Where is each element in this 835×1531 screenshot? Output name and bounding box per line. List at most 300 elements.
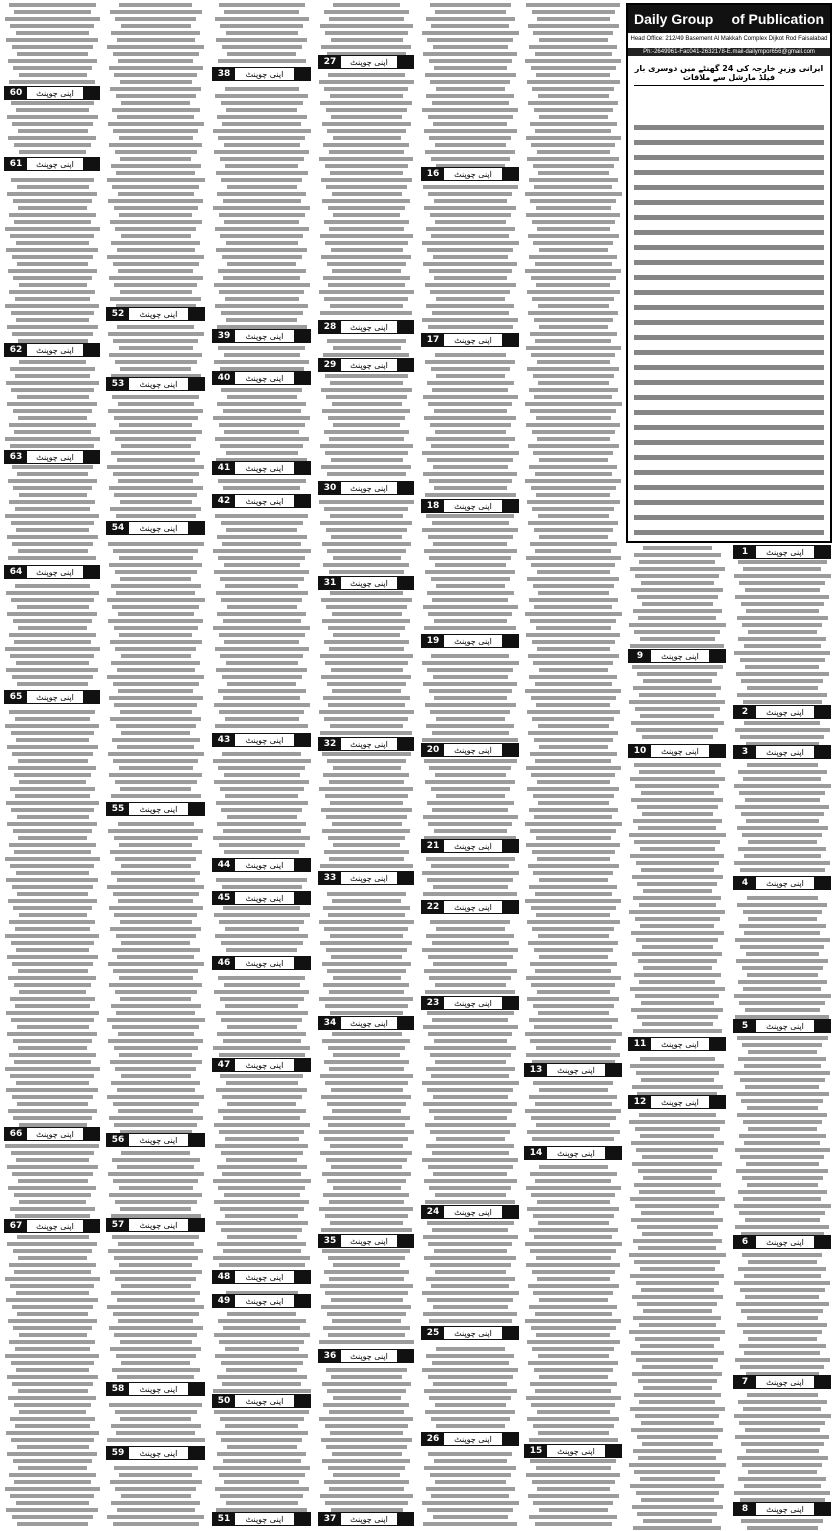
text-line [323, 696, 410, 700]
notice-label: اپنی چوپنٹ [350, 1351, 388, 1361]
text-line [223, 829, 301, 833]
text-line [7, 535, 98, 539]
text-line [12, 542, 93, 546]
text-line [423, 52, 517, 56]
text-line [429, 1109, 512, 1113]
notice-end-mark [397, 1513, 413, 1525]
text-line [333, 1263, 400, 1267]
text-line [745, 798, 820, 802]
text-line [333, 136, 401, 140]
notice-end-mark [294, 957, 310, 969]
text-line [426, 934, 514, 938]
text-line [326, 395, 407, 399]
text-line [436, 717, 506, 721]
text-line [17, 892, 88, 896]
text-line [10, 1284, 94, 1288]
text-line [530, 199, 616, 203]
text-line [218, 1109, 306, 1113]
text-line [327, 472, 407, 476]
notice-header [4, 690, 100, 704]
notice-header [421, 1326, 519, 1340]
notice-header [628, 1095, 726, 1109]
text-line [532, 1270, 615, 1274]
text-line [221, 1228, 302, 1232]
text-line [108, 409, 203, 413]
text-line [529, 885, 617, 889]
text-line [526, 346, 621, 350]
text-line [425, 360, 515, 364]
text-line [11, 808, 94, 812]
text-line [113, 682, 199, 686]
text-line [222, 45, 302, 49]
lead-headline: ایرانی وزیرِ خارجہ کی 24 گھنٹے میں دوسری بار فیلڈ مارشل سے ملاقات [634, 64, 824, 86]
notice-header [318, 1016, 414, 1030]
text-line [328, 913, 405, 917]
text-line [121, 1361, 190, 1365]
text-line [5, 437, 100, 441]
text-line [19, 1333, 87, 1337]
text-line [746, 1162, 820, 1166]
text-line [18, 129, 88, 133]
notice-end-mark [709, 650, 725, 662]
text-line [227, 1235, 297, 1239]
text-line [526, 633, 620, 637]
text-line [219, 3, 305, 7]
text-line [434, 1039, 508, 1043]
text-line [112, 738, 200, 742]
text-line [629, 700, 725, 704]
text-line [112, 1025, 199, 1029]
text-line [422, 241, 519, 245]
text-line [534, 605, 612, 609]
text-line [119, 3, 192, 7]
text-line [539, 325, 608, 329]
text-line [744, 1064, 821, 1068]
text-line [7, 1452, 97, 1456]
text-line [637, 805, 718, 809]
text-line [633, 686, 721, 690]
text-line [740, 1078, 825, 1082]
text-line [739, 1134, 826, 1138]
notice-header [421, 634, 519, 648]
text-line [532, 1137, 614, 1141]
text-line [113, 1179, 198, 1183]
notice-number: 13 [525, 1064, 547, 1076]
text-line [324, 87, 408, 91]
text-line [112, 108, 200, 112]
text-line [737, 616, 828, 620]
text-line [536, 1466, 611, 1470]
text-line [639, 903, 716, 907]
notice-label: اپنی چوپنٹ [245, 1296, 284, 1306]
text-line [635, 1127, 720, 1131]
text-line [746, 1449, 819, 1453]
text-line [118, 822, 194, 826]
notice-label: اپنی چوپنٹ [245, 1396, 284, 1406]
text-line [641, 1498, 714, 1502]
text-line [18, 759, 88, 763]
text-line [642, 1442, 713, 1446]
text-line [637, 1512, 717, 1516]
notice-end-mark [502, 901, 518, 913]
text-line [215, 934, 308, 938]
text-line [222, 675, 302, 679]
text-line [328, 836, 406, 840]
notice-label: اپنی چوپنٹ [139, 1220, 178, 1230]
text-line [332, 822, 402, 826]
notice-header [106, 1382, 205, 1396]
text-line [633, 1316, 721, 1320]
notice-number: 57 [107, 1219, 129, 1231]
text-line [539, 1165, 608, 1169]
text-line [431, 1074, 509, 1078]
text-line [536, 73, 610, 77]
text-line [424, 969, 517, 973]
text-line [424, 1389, 517, 1393]
text-line [538, 724, 610, 728]
notice-end-mark [397, 738, 413, 750]
text-line [748, 630, 818, 634]
text-line [16, 1081, 90, 1085]
text-line [426, 514, 514, 518]
text-line [526, 976, 621, 980]
text-line [15, 794, 90, 798]
text-line [321, 598, 412, 602]
text-line [631, 1218, 723, 1222]
text-line [531, 563, 615, 567]
text-line [538, 94, 610, 98]
text-line [424, 206, 516, 210]
text-line [633, 1239, 722, 1243]
notice-end-mark [502, 500, 518, 512]
text-line [632, 875, 723, 879]
text-line [121, 444, 191, 448]
text-line [539, 38, 609, 42]
text-line [434, 1116, 507, 1120]
text-line [422, 1291, 519, 1295]
notice-number: 52 [107, 308, 129, 320]
text-line [426, 437, 515, 441]
text-line [634, 630, 720, 634]
text-line [11, 388, 94, 392]
text-line [629, 833, 726, 837]
text-line [734, 1204, 831, 1208]
text-line [533, 1214, 614, 1218]
text-line [433, 1095, 508, 1099]
notice-end-mark [814, 546, 830, 558]
text-line [8, 556, 96, 560]
text-line [227, 185, 297, 189]
notice-header [421, 743, 519, 757]
text-line [435, 143, 507, 147]
text-line [427, 1298, 513, 1302]
text-line [6, 1088, 98, 1092]
text-line [109, 563, 202, 567]
text-line [525, 192, 622, 196]
text-line [223, 1116, 300, 1120]
text-line [745, 1085, 819, 1089]
text-line [747, 1183, 818, 1187]
text-line [636, 1281, 719, 1285]
text-line [531, 773, 615, 777]
text-line [214, 283, 310, 287]
text-line [424, 1179, 517, 1183]
notice-header [318, 1234, 414, 1248]
text-line [425, 1410, 515, 1414]
text-line [227, 682, 296, 686]
notice-end-mark [605, 1064, 621, 1076]
text-line [429, 1396, 511, 1400]
text-line [527, 577, 619, 581]
text-line [119, 556, 193, 560]
news-column [104, 0, 207, 1531]
text-line [111, 1081, 200, 1085]
text-line [227, 815, 297, 819]
notice-end-mark [294, 1271, 310, 1283]
notice-label: اپنی چوپنٹ [766, 1504, 804, 1514]
text-line [217, 402, 306, 406]
text-line [434, 829, 508, 833]
text-line [214, 1123, 310, 1127]
text-line [435, 1480, 506, 1484]
text-line [322, 962, 411, 966]
text-line [436, 927, 506, 931]
text-line [636, 1358, 718, 1362]
masthead-title-right: of Publication [731, 11, 824, 27]
text-line [114, 283, 197, 287]
text-line [110, 297, 201, 301]
text-line [530, 1382, 617, 1386]
text-line [528, 521, 618, 525]
text-line [5, 1277, 100, 1281]
text-line [114, 703, 197, 707]
text-line [10, 787, 95, 791]
text-line [745, 1428, 820, 1432]
text-line [216, 38, 307, 42]
text-line [327, 339, 406, 343]
text-line [330, 514, 404, 518]
text-line [13, 906, 92, 910]
text-line [113, 892, 199, 896]
notice-label: اپنی چوپنٹ [454, 998, 492, 1008]
text-line [115, 1410, 197, 1414]
text-line [10, 234, 94, 238]
text-line [110, 220, 202, 224]
text-line [536, 416, 611, 420]
text-line [530, 122, 617, 126]
notice-number: 37 [319, 1513, 341, 1525]
text-line [430, 1053, 511, 1057]
notice-number: 31 [319, 577, 341, 589]
notice-header [212, 67, 311, 81]
text-line [328, 206, 406, 210]
text-line [219, 423, 305, 427]
text-line [219, 1473, 305, 1477]
notice-end-mark [294, 1395, 310, 1407]
text-line [631, 1141, 724, 1145]
text-line [224, 1480, 299, 1484]
text-line [526, 213, 620, 217]
text-line [534, 108, 613, 112]
text-line [110, 850, 202, 854]
text-line [332, 612, 402, 616]
text-line [6, 1011, 99, 1015]
text-line [17, 682, 88, 686]
text-line [637, 1015, 718, 1019]
notice-number: 12 [629, 1096, 651, 1108]
notice-number: 42 [213, 495, 235, 507]
text-line [9, 213, 96, 217]
notice-end-mark [294, 330, 310, 342]
notice-header [318, 481, 414, 495]
text-line [435, 220, 506, 224]
text-line [108, 332, 204, 336]
text-line [323, 1403, 409, 1407]
text-line [525, 402, 622, 406]
text-line [535, 339, 611, 343]
text-line [530, 829, 616, 833]
text-line [432, 1228, 508, 1232]
text-line [321, 1095, 411, 1099]
text-line [630, 987, 725, 991]
text-line [326, 1445, 407, 1449]
notice-label: اپنی چوپنٹ [454, 902, 492, 912]
text-line [538, 1431, 609, 1435]
notice-label: اپنی چوپنٹ [661, 1039, 699, 1049]
text-line [115, 647, 196, 651]
notice-label: اپنی چوپنٹ [139, 1448, 178, 1458]
text-line [109, 1403, 202, 1407]
text-line [433, 255, 508, 259]
text-line [736, 672, 829, 676]
text-line [15, 1347, 91, 1351]
text-line [528, 1494, 619, 1498]
text-line [118, 1109, 193, 1113]
text-line [107, 45, 204, 49]
text-line [432, 941, 509, 945]
text-line [14, 430, 91, 434]
notice-header [4, 1219, 100, 1233]
notice-header [318, 1349, 414, 1363]
text-line [220, 787, 304, 791]
text-line [121, 654, 191, 658]
notice-label: اپنی چوپنٹ [139, 379, 178, 389]
text-line [116, 724, 196, 728]
text-line [630, 567, 725, 571]
text-line [428, 1242, 512, 1246]
text-line [637, 882, 717, 886]
text-line [537, 780, 611, 784]
text-line [119, 633, 192, 637]
text-line [428, 192, 512, 196]
text-line [107, 675, 204, 679]
masthead-title-left: Daily Group [634, 11, 714, 27]
text-line [432, 311, 509, 315]
text-line [422, 451, 519, 455]
text-line [7, 955, 98, 959]
notice-label: اپنی چوپنٹ [139, 1384, 178, 1394]
notice-label: اپنی چوپنٹ [766, 707, 804, 717]
text-line [329, 990, 405, 994]
text-line [330, 591, 403, 595]
text-line [535, 52, 612, 56]
text-line [630, 1064, 724, 1068]
text-line [222, 752, 301, 756]
text-line [110, 640, 202, 644]
text-line [319, 710, 414, 714]
text-line [743, 910, 822, 914]
text-line [217, 612, 306, 616]
notice-label: اپنی چوپنٹ [139, 804, 178, 814]
text-line [525, 479, 621, 483]
text-line [118, 269, 193, 273]
text-line [7, 612, 97, 616]
text-line [215, 647, 309, 651]
text-line [640, 1477, 715, 1481]
text-line [734, 1071, 830, 1075]
text-line [13, 276, 92, 280]
text-line [217, 192, 306, 196]
text-line [428, 955, 513, 959]
text-line [534, 528, 613, 532]
text-line [743, 1330, 822, 1334]
text-line [14, 1480, 91, 1484]
text-line [432, 731, 509, 735]
text-line [327, 1102, 407, 1106]
text-line [536, 703, 610, 707]
text-line [116, 1431, 195, 1435]
text-line [116, 1011, 195, 1015]
text-line [640, 1134, 714, 1138]
text-line [329, 17, 404, 21]
text-line [220, 157, 304, 161]
notice-number: 36 [319, 1350, 341, 1362]
text-line [743, 1197, 821, 1201]
text-line [422, 318, 518, 322]
notice-header [628, 744, 726, 758]
notice-end-mark [397, 1017, 413, 1029]
text-line [534, 1025, 612, 1029]
text-line [117, 1088, 195, 1092]
text-line [643, 1519, 713, 1523]
text-line [17, 1235, 89, 1239]
news-column [210, 0, 313, 1531]
text-line [531, 1116, 616, 1120]
notice-number: 2 [734, 706, 756, 718]
text-line [532, 297, 614, 301]
masthead-phone: Ph:-2649961-Fac041-2632178-E.mail-dailympor656@gmail.com [628, 48, 830, 56]
text-line [328, 703, 405, 707]
notice-label: اپنی چوپنٹ [766, 878, 804, 888]
text-line [329, 1410, 405, 1414]
notice-label: اپنی چوپنٹ [454, 335, 492, 345]
text-line [631, 1351, 724, 1355]
text-line [532, 1347, 614, 1351]
text-line [528, 101, 618, 105]
text-line [531, 696, 616, 700]
text-line [425, 1123, 516, 1127]
text-line [220, 997, 304, 1001]
text-line [428, 1452, 512, 1456]
text-line [735, 1225, 829, 1229]
text-line [13, 1039, 93, 1043]
text-line [8, 269, 97, 273]
text-line [734, 784, 831, 788]
notice-label: اپنی چوپنٹ [557, 1148, 595, 1158]
text-line [226, 661, 298, 665]
text-line [9, 3, 96, 7]
text-line [219, 920, 304, 924]
